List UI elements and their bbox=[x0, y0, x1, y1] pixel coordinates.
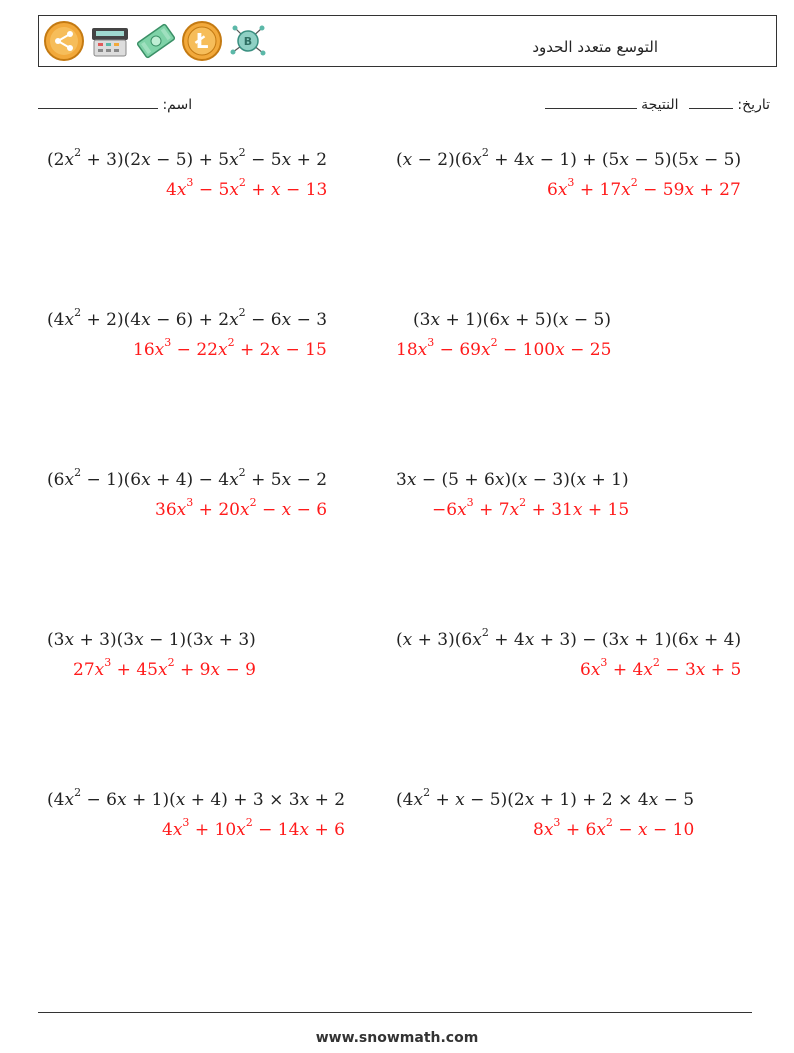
worksheet-header bbox=[38, 15, 777, 67]
name-label: اسم: bbox=[162, 97, 193, 113]
problem-answer: $4x^3 + 10x^2 - 14x + 6$ bbox=[162, 816, 345, 840]
problem-question: $(2x^2 + 3)(2x - 5) + 5x^2 - 5x + 2$ bbox=[47, 146, 328, 170]
banknote-icon bbox=[135, 20, 177, 62]
worksheet-title: التوسع متعدد الحدود bbox=[532, 38, 658, 56]
problem-answer: $16x^3 - 22x^2 + 2x - 15$ bbox=[133, 336, 327, 360]
problem-answer: $36x^3 + 20x^2 - x - 6$ bbox=[155, 496, 328, 520]
share-icon bbox=[43, 20, 85, 62]
svg-text:Ł: Ł bbox=[195, 29, 209, 53]
problem-answer: $27x^3 + 45x^2 + 9x - 9$ bbox=[73, 656, 256, 680]
problem-question: $(4x^2 + x - 5)(2x + 1) + 2 \times 4x - 5$ bbox=[396, 786, 695, 810]
litecoin-icon bbox=[181, 20, 223, 62]
cash-register-icon bbox=[89, 20, 131, 62]
problem-question: $(4x^2 - 6x + 1)(x + 4) + 3 \times 3x + 2$ bbox=[47, 786, 346, 810]
footer-url: www.snowmath.com bbox=[315, 1030, 479, 1046]
problem-answer: $6x^3 + 17x^2 - 59x + 27$ bbox=[547, 176, 741, 200]
svg-text:B: B bbox=[243, 35, 253, 48]
problem-answer: $4x^3 - 5x^2 + x - 13$ bbox=[166, 176, 328, 200]
result-label: النتيجة bbox=[641, 97, 679, 113]
problem-answer: $18x^3 - 69x^2 - 100x - 25$ bbox=[396, 336, 612, 360]
date-label: تاريخ: bbox=[737, 97, 770, 113]
problem-question: $(6x^2 - 1)(6x + 4) - 4x^2 + 5x - 2$ bbox=[47, 466, 328, 490]
problem-answer: $-6x^3 + 7x^2 + 31x + 15$ bbox=[432, 496, 630, 520]
problem-question: 3x − (5 + 6x)(x − 3)(x + 1) bbox=[396, 470, 629, 490]
problem-answer: $6x^3 + 4x^2 - 3x + 5$ bbox=[580, 656, 742, 680]
problem-question: (3x + 3)(3x − 1)(3x + 3) bbox=[47, 630, 256, 650]
problem-question: $(x + 3)(6x^2 + 4x + 3) - (3x + 1)(6x + 4)$ bbox=[396, 626, 742, 650]
date-result-field bbox=[545, 94, 770, 113]
problem-question: $(4x^2 + 2)(4x - 6) + 2x^2 - 6x - 3$ bbox=[47, 306, 328, 330]
result-blank bbox=[545, 94, 637, 109]
footer-divider bbox=[38, 1012, 752, 1013]
problem-question: $(x - 2)(6x^2 + 4x - 1) + (5x - 5)(5x - 5)$ bbox=[396, 146, 742, 170]
bitcoin-network-icon bbox=[227, 20, 269, 62]
header-icons bbox=[43, 20, 269, 62]
date-blank bbox=[689, 94, 733, 109]
name-field bbox=[38, 94, 192, 113]
problem-question: (3x + 1)(6x + 5)(x − 5) bbox=[413, 310, 611, 330]
problem-answer: $8x^3 + 6x^2 - x - 10$ bbox=[533, 816, 695, 840]
name-blank bbox=[38, 94, 158, 109]
